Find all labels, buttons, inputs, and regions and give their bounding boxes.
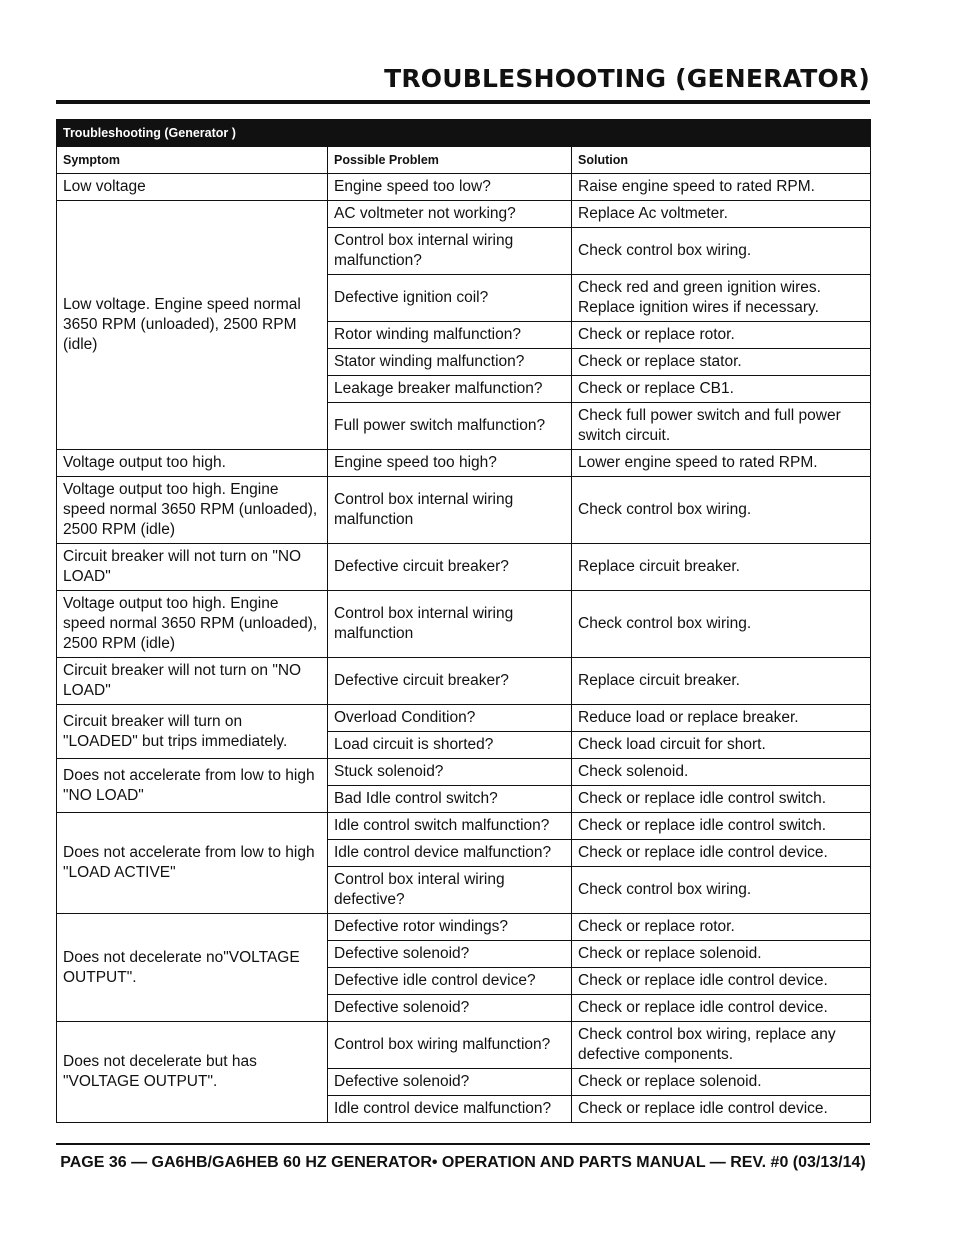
table-caption: Troubleshooting (Generator ) <box>57 120 871 147</box>
problem-cell: Defective rotor windings? <box>328 914 572 941</box>
problem-cell: Defective solenoid? <box>328 1069 572 1096</box>
column-header-solution: Solution <box>572 147 871 174</box>
problem-cell: Idle control device malfunction? <box>328 1096 572 1123</box>
solution-cell: Check control box wiring. <box>572 591 871 658</box>
column-header-symptom: Symptom <box>57 147 328 174</box>
symptom-cell: Does not accelerate from low to high "LOAD ACTIVE" <box>57 813 328 914</box>
solution-cell: Check full power switch and full power switch circuit. <box>572 403 871 450</box>
table-row <box>57 914 871 941</box>
table-row <box>57 705 871 732</box>
problem-cell: Defective ignition coil? <box>328 275 572 322</box>
symptom-cell: Voltage output too high. <box>57 450 328 477</box>
table-body <box>57 174 871 1123</box>
page-title: TROUBLESHOOTING (GENERATOR) <box>384 64 870 93</box>
footer-rule <box>56 1143 870 1145</box>
solution-cell: Check or replace idle control switch. <box>572 813 871 840</box>
solution-cell: Check load circuit for short. <box>572 732 871 759</box>
problem-cell: Defective solenoid? <box>328 941 572 968</box>
solution-cell: Reduce load or replace breaker. <box>572 705 871 732</box>
solution-cell: Check or replace idle control device. <box>572 1096 871 1123</box>
symptom-cell: Circuit breaker will turn on "LOADED" but trips immediately. <box>57 705 328 759</box>
solution-cell: Check or replace rotor. <box>572 914 871 941</box>
symptom-cell: Voltage output too high. Engine speed normal 3650 RPM (unloaded), 2500 RPM (idle) <box>57 591 328 658</box>
problem-cell: Idle control switch malfunction? <box>328 813 572 840</box>
solution-cell: Replace circuit breaker. <box>572 544 871 591</box>
problem-cell: Control box internal wiring malfunction <box>328 477 572 544</box>
symptom-cell: Circuit breaker will not turn on "NO LOAD" <box>57 658 328 705</box>
solution-cell: Check control box wiring, replace any defective components. <box>572 1022 871 1069</box>
table-row <box>57 201 871 228</box>
table-row <box>57 759 871 786</box>
title-rule <box>56 100 870 104</box>
problem-cell: Bad Idle control switch? <box>328 786 572 813</box>
problem-cell: Control box interal wiring defective? <box>328 867 572 914</box>
table-row <box>57 477 871 544</box>
solution-cell: Replace circuit breaker. <box>572 658 871 705</box>
column-header-row <box>57 147 871 174</box>
problem-cell: Defective circuit breaker? <box>328 544 572 591</box>
solution-cell: Raise engine speed to rated RPM. <box>572 174 871 201</box>
problem-cell: Defective solenoid? <box>328 995 572 1022</box>
solution-cell: Check red and green ignition wires. Replace ignition wires if necessary. <box>572 275 871 322</box>
table-row <box>57 174 871 201</box>
solution-cell: Check or replace idle control device. <box>572 840 871 867</box>
column-header-problem: Possible Problem <box>328 147 572 174</box>
problem-cell: Control box internal wiring malfunction <box>328 591 572 658</box>
table-row <box>57 813 871 840</box>
table-row <box>57 591 871 658</box>
troubleshooting-table <box>56 119 871 1123</box>
symptom-cell: Circuit breaker will not turn on "NO LOAD" <box>57 544 328 591</box>
symptom-cell: Does not decelerate but has "VOLTAGE OUTPUT". <box>57 1022 328 1123</box>
symptom-cell: Low voltage <box>57 174 328 201</box>
table-row <box>57 1022 871 1069</box>
problem-cell: Idle control device malfunction? <box>328 840 572 867</box>
problem-cell: Load circuit is shorted? <box>328 732 572 759</box>
table-row <box>57 658 871 705</box>
solution-cell: Check or replace idle control switch. <box>572 786 871 813</box>
solution-cell: Check control box wiring. <box>572 228 871 275</box>
table-caption-row <box>57 120 871 147</box>
problem-cell: Rotor winding malfunction? <box>328 322 572 349</box>
solution-cell: Check or replace solenoid. <box>572 941 871 968</box>
symptom-cell: Does not decelerate no"VOLTAGE OUTPUT". <box>57 914 328 1022</box>
problem-cell: Engine speed too low? <box>328 174 572 201</box>
problem-cell: AC voltmeter not working? <box>328 201 572 228</box>
solution-cell: Lower engine speed to rated RPM. <box>572 450 871 477</box>
problem-cell: Stator winding malfunction? <box>328 349 572 376</box>
solution-cell: Check control box wiring. <box>572 867 871 914</box>
solution-cell: Check or replace solenoid. <box>572 1069 871 1096</box>
problem-cell: Control box internal wiring malfunction? <box>328 228 572 275</box>
problem-cell: Engine speed too high? <box>328 450 572 477</box>
solution-cell: Check or replace CB1. <box>572 376 871 403</box>
solution-cell: Replace Ac voltmeter. <box>572 201 871 228</box>
symptom-cell: Voltage output too high. Engine speed normal 3650 RPM (unloaded), 2500 RPM (idle) <box>57 477 328 544</box>
solution-cell: Check or replace idle control device. <box>572 968 871 995</box>
page-footer: PAGE 36 — GA6HB/GA6HEB 60 HZ GENERATOR• OPERATION AND PARTS MANUAL — REV. #0 (03/13/14) <box>60 1154 866 1171</box>
problem-cell: Overload Condition? <box>328 705 572 732</box>
table-row <box>57 544 871 591</box>
solution-cell: Check solenoid. <box>572 759 871 786</box>
symptom-cell: Does not accelerate from low to high "NO LOAD" <box>57 759 328 813</box>
problem-cell: Defective idle control device? <box>328 968 572 995</box>
solution-cell: Check or replace idle control device. <box>572 995 871 1022</box>
problem-cell: Control box wiring malfunction? <box>328 1022 572 1069</box>
solution-cell: Check or replace stator. <box>572 349 871 376</box>
problem-cell: Defective circuit breaker? <box>328 658 572 705</box>
solution-cell: Check control box wiring. <box>572 477 871 544</box>
problem-cell: Full power switch malfunction? <box>328 403 572 450</box>
solution-cell: Check or replace rotor. <box>572 322 871 349</box>
symptom-cell: Low voltage. Engine speed normal 3650 RPM (unloaded), 2500 RPM (idle) <box>57 201 328 450</box>
problem-cell: Leakage breaker malfunction? <box>328 376 572 403</box>
problem-cell: Stuck solenoid? <box>328 759 572 786</box>
table-row <box>57 450 871 477</box>
